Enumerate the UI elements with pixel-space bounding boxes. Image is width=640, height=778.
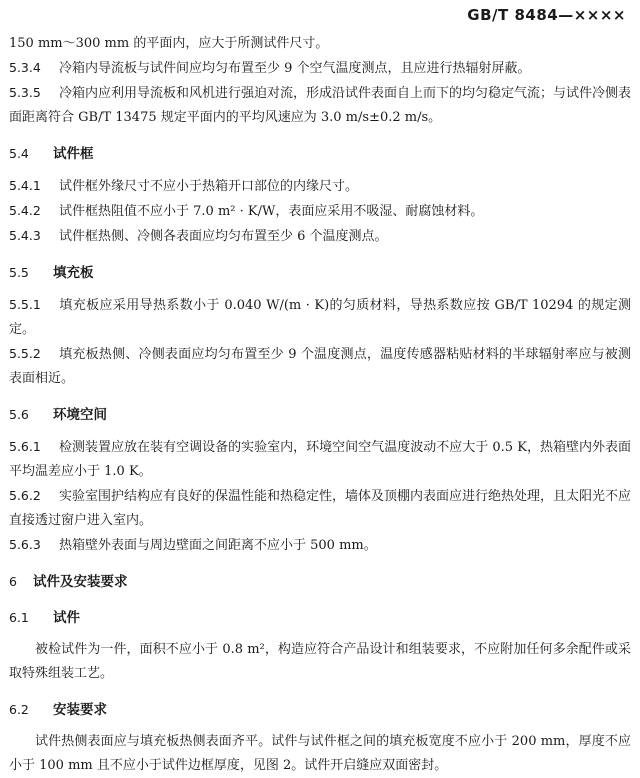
section-heading-6-1 — [9, 606, 631, 630]
clause-number: 5.6.3 — [9, 537, 41, 552]
clause-text: 冷箱内应利用导流板和风机进行强迫对流，形成沿试件表面自上而下的均匀稳定气流；与试件冷侧表面距离符合 GB/T 13475 规定平面内的平均风速应为 3.0 m/s±0.2 m/s。 — [9, 86, 632, 125]
section-number: 6.1 — [9, 610, 29, 625]
section-title: 试件 — [53, 610, 80, 626]
section-heading-5-6 — [9, 403, 631, 427]
section-heading-6-2 — [9, 698, 631, 722]
section-heading-5-4 — [9, 142, 631, 166]
clause-number: 5.4.3 — [9, 228, 41, 243]
clause-number: 5.6.1 — [9, 439, 41, 454]
clause-5-3-5 — [9, 81, 631, 130]
section-heading-5-5 — [9, 261, 631, 285]
section-title: 安装要求 — [53, 702, 107, 718]
clause-number: 5.5.1 — [9, 297, 41, 312]
clause-5-3-4 — [9, 56, 631, 81]
clause-number: 5.3.5 — [9, 85, 41, 100]
clause-text: 试件框热侧、冷侧各表面应均匀布置至少 6 个温度测点。 — [59, 229, 388, 244]
clause-text: 热箱壁外表面与周边壁面之间距离不应小于 500 mm。 — [59, 538, 377, 553]
clause-5-5-2 — [9, 342, 631, 391]
clause-number: 5.6.2 — [9, 488, 41, 503]
clause-5-6-3 — [9, 533, 631, 558]
section-title: 环境空间 — [53, 407, 107, 423]
clause-text: 试件框热阻值不应小于 7.0 m² · K/W，表面应采用不吸湿、耐腐蚀材料。 — [59, 204, 484, 219]
section-title: 试件框 — [53, 146, 94, 162]
clause-text: 填充板热侧、冷侧表面应均匀布置至少 9 个温度测点，温度传感器粘贴材料的半球辐射率应与被测表面相近。 — [9, 347, 631, 386]
section-number: 5.4 — [9, 146, 29, 161]
clause-5-4-3 — [9, 224, 631, 249]
clause-text: 检测装置应放在装有空调设备的实验室内，环境空间空气温度波动不应大于 0.5 K，热箱壁内外表面平均温差应小于 1.0 K。 — [9, 440, 631, 479]
clause-number: 5.4.2 — [9, 203, 41, 218]
text-line: 150 mm～300 mm 的平面内，应大于所测试件尺寸。 — [9, 36, 329, 51]
clause-number: 5.4.1 — [9, 178, 41, 193]
clause-number: 5.5.2 — [9, 346, 41, 361]
section-number: 5.6 — [9, 407, 29, 422]
section-number: 6.2 — [9, 702, 29, 717]
section-number: 5.5 — [9, 265, 29, 280]
chapter-heading-6 — [9, 570, 631, 594]
clause-text: 填充板应采用导热系数小于 0.040 W/(m · K)的匀质材料，导热系数应按 GB/T 10294 的规定测定。 — [9, 298, 631, 337]
clause-5-4-2 — [9, 199, 631, 224]
clause-text: 冷箱内导流板与试件间应均匀布置至少 9 个空气温度测点，且应进行热辐射屏蔽。 — [59, 61, 531, 76]
chapter-title: 试件及安装要求 — [33, 574, 128, 590]
clause-text: 实验室围护结构应有良好的保温性能和热稳定性，墙体及顶棚内表面应进行绝热处理，且太阳光不应直接透过窗户进入室内。 — [9, 489, 632, 528]
clause-5-5-1 — [9, 293, 631, 342]
clause-5-6-1 — [9, 435, 631, 484]
paragraph-6-2: 试件热侧表面应与填充板热侧表面齐平。试件与试件框之间的填充板宽度不应小于 200 mm，厚度不应小于 100 mm 且不应小于试件边框厚度，见图 2。试件开启缝应双面密封。 — [9, 734, 631, 773]
clause-number: 5.3.4 — [9, 60, 41, 75]
section-title: 填充板 — [53, 265, 94, 281]
paragraph-6-1: 被检试件为一件，面积不应小于 0.8 m²，构造应符合产品设计和组装要求，不应附加任何多余配件或采取特殊组装工艺。 — [9, 642, 631, 681]
standard-code: GB/T 8484—×××× — [467, 6, 626, 24]
chapter-number: 6 — [9, 574, 17, 589]
clause-5-6-2 — [9, 484, 631, 533]
clause-text: 试件框外缘尺寸不应小于热箱开口部位的内缘尺寸。 — [59, 179, 359, 194]
clause-5-4-1 — [9, 174, 631, 199]
document-body — [9, 32, 631, 778]
